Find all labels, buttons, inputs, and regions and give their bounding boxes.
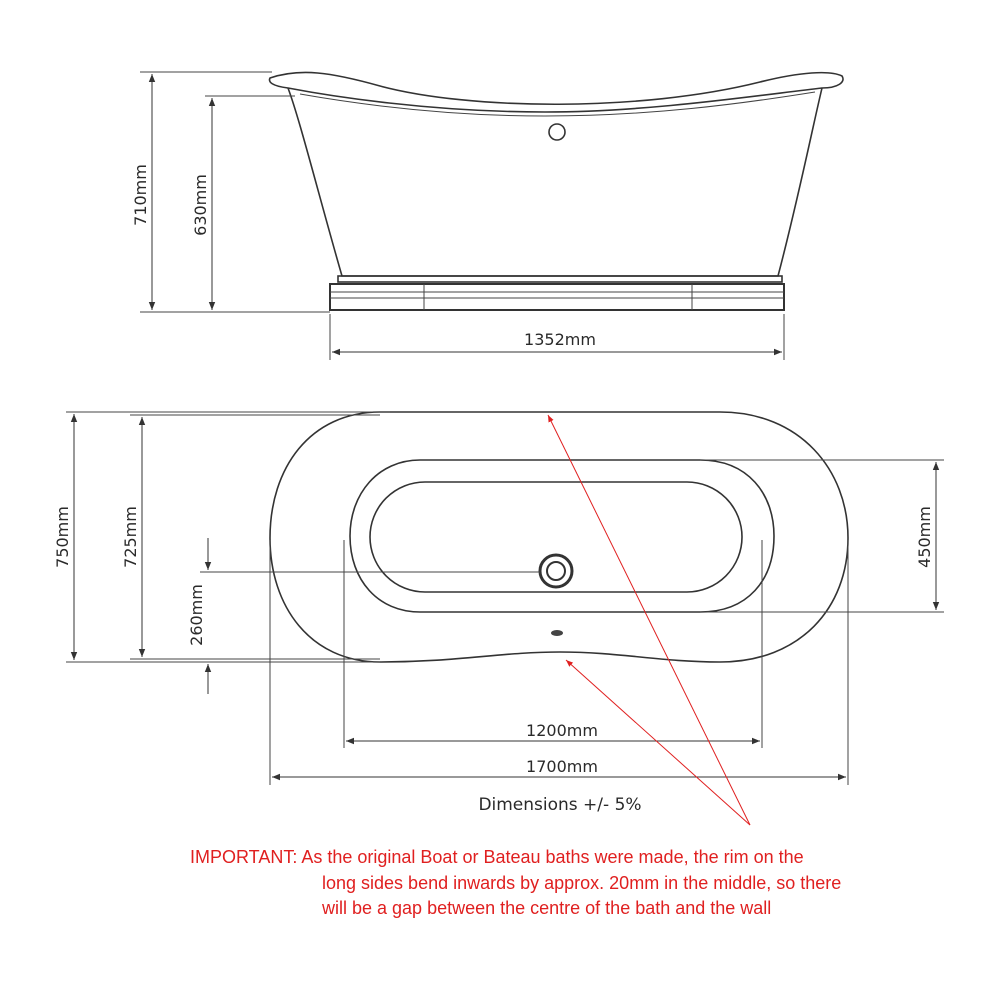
top-outer-outline xyxy=(270,412,848,662)
dim-label-260: 260mm xyxy=(187,584,206,646)
dim-label-725: 725mm xyxy=(121,506,140,568)
side-view xyxy=(131,72,843,360)
side-rim xyxy=(270,72,843,112)
dim-label-1700: 1700mm xyxy=(526,757,598,776)
warning-line-2: long sides bend inwards by approx. 20mm in the middle, so there xyxy=(322,873,842,893)
dim-label-710: 710mm xyxy=(131,164,150,226)
dim-label-1200: 1200mm xyxy=(526,721,598,740)
dim-label-1352: 1352mm xyxy=(524,330,596,349)
overflow-hole xyxy=(549,124,565,140)
waste-inner xyxy=(547,562,565,580)
overflow-mark xyxy=(551,630,563,636)
dim-label-630: 630mm xyxy=(191,174,210,236)
dim-label-450: 450mm xyxy=(915,506,934,568)
warning-line-1: IMPORTANT: As the original Boat or Bateau baths were made, the rim on the xyxy=(190,847,804,867)
warning-line-3: will be a gap between the centre of the bath and the wall xyxy=(322,898,772,918)
dim-label-750: 750mm xyxy=(53,506,72,568)
warning-note xyxy=(190,847,841,918)
tolerance-note: Dimensions +/- 5% xyxy=(478,795,642,815)
side-plinth-top xyxy=(338,276,782,282)
side-plinth xyxy=(330,284,784,310)
top-view xyxy=(53,412,944,785)
